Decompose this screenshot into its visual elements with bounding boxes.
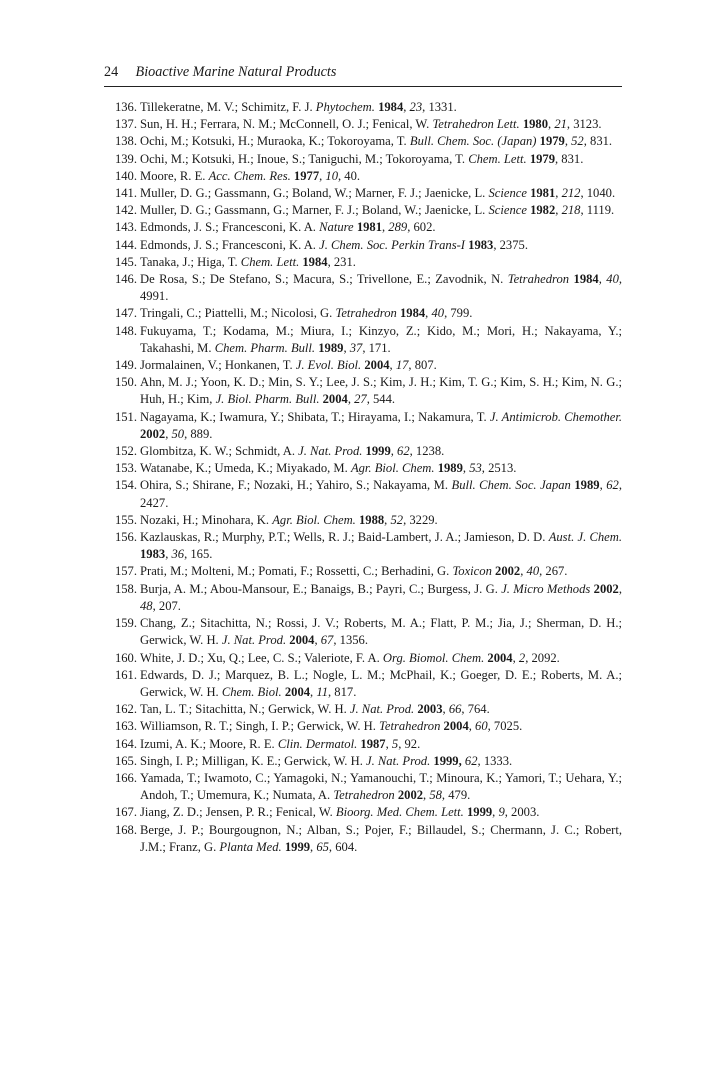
- reference-volume: 21: [554, 117, 567, 132]
- reference-number: 142.: [114, 203, 137, 218]
- reference-item: [104, 460, 622, 477]
- reference-text: Jiang, Z. D.; Jensen, P. R.; Fenical, W. Bioorg. Med. Chem. Lett. 1999, 9, 2003.: [140, 805, 540, 820]
- reference-pages: 479.: [448, 788, 471, 803]
- reference-text: Izumi, A. K.; Moore, R. E. Clin. Dermatol. 1987, 5, 92.: [140, 736, 421, 751]
- reference-pages: 40.: [344, 168, 361, 183]
- reference-volume: 65: [316, 839, 329, 854]
- reference-text: Muller, D. G.; Gassmann, G.; Marner, F. J.; Boland, W.; Jaenicke, L. Science 1982, 218, 1119.: [140, 203, 615, 218]
- reference-number: 145.: [114, 254, 137, 269]
- reference-text: Ohira, S.; Shirane, F.; Nozaki, H.; Yahiro, S.; Nakayama, M. Bull. Chem. Soc. Japan 1989, 62, 2427.: [140, 478, 622, 510]
- reference-number: 165.: [114, 753, 137, 768]
- reference-volume: 62: [397, 444, 410, 459]
- reference-number: 143.: [114, 220, 137, 235]
- reference-item: [104, 323, 622, 357]
- reference-pages: 1119.: [586, 203, 615, 218]
- reference-item: [104, 443, 622, 460]
- reference-year: 1999,: [433, 753, 462, 768]
- reference-pages: 889.: [190, 426, 213, 441]
- reference-volume: 218: [561, 203, 581, 218]
- reference-volume: 58: [429, 788, 442, 803]
- reference-pages: 831.: [561, 151, 584, 166]
- reference-text: Ochi, M.; Kotsuki, H.; Inoue, S.; Taniguchi, M.; Tokoroyama, T. Chem. Lett. 1979, 831.: [140, 151, 584, 166]
- reference-year: 1984: [399, 306, 426, 321]
- reference-authors: Glombitza, K. W.; Schmidt, A.: [140, 444, 295, 459]
- reference-journal: Toxicon: [452, 564, 492, 579]
- reference-text: Berge, J. P.; Bourgougnon, N.; Alban, S.; Pojer, F.; Billaudel, S.; Chermann, J. C.; Robert, J.M.; Franz, G. Planta Med. 1999, 65, 604.: [140, 822, 622, 854]
- reference-journal: J. Biol. Pharm. Bull.: [215, 392, 320, 407]
- reference-pages: 799.: [450, 306, 473, 321]
- reference-pages: 2003.: [511, 805, 540, 820]
- reference-number: 147.: [114, 306, 137, 321]
- reference-year: 2002: [397, 788, 424, 803]
- reference-journal: J. Micro Methods: [501, 581, 591, 596]
- reference-authors: Kazlauskas, R.; Murphy, P.T.; Wells, R. J.; Baid-Lambert, J. A.; Jamieson, D. D.: [140, 530, 546, 545]
- reference-item: [104, 581, 622, 615]
- reference-volume: 62,: [464, 753, 481, 768]
- reference-number: 136.: [114, 100, 137, 114]
- reference-text: [140, 753, 622, 770]
- reference-item: [104, 512, 622, 529]
- reference-number: 157.: [114, 564, 137, 579]
- reference-authors: Williamson, R. T.; Singh, I. P.; Gerwick, W. H.: [140, 719, 376, 734]
- reference-volume: 52: [390, 512, 404, 527]
- reference-authors: Nozaki, H.; Minohara, K.: [140, 512, 270, 527]
- reference-pages: 4991.: [140, 289, 169, 304]
- running-title: Bioactive Marine Natural Products: [135, 64, 337, 80]
- reference-pages: 544.: [373, 392, 396, 407]
- reference-number: 141.: [114, 186, 137, 201]
- reference-journal: Chem. Lett.: [240, 254, 300, 269]
- reference-journal: Aust. J. Chem.: [548, 530, 622, 545]
- reference-item: [104, 185, 622, 202]
- reference-text: Edmonds, J. S.; Francesconi, K. A. J. Chem. Soc. Perkin Trans-I 1983, 2375.: [140, 237, 528, 252]
- reference-pages: 807.: [414, 358, 437, 373]
- reference-year: 1979: [529, 151, 555, 166]
- reference-volume: 212: [561, 186, 581, 201]
- reference-year: 2004: [289, 633, 315, 648]
- reference-text: Burja, A. M.; Abou-Mansour, E.; Banaigs, B.; Payri, C.; Burgess, J. G. J. Micro Methods 2002, 48, 207.: [140, 581, 622, 613]
- reference-authors: Muller, D. G.; Gassmann, G.; Marner, F. J.; Boland, W.; Jaenicke, L.: [140, 203, 486, 218]
- reference-number: 138.: [114, 134, 137, 149]
- reference-journal: J. Nat. Prod.: [366, 753, 431, 768]
- reference-text: Nagayama, K.; Iwamura, Y.; Shibata, T.; Hirayama, I.; Nakamura, T. J. Antimicrob. Chemother. 2002, 50, 889.: [140, 409, 622, 441]
- reference-authors: Tringali, C.; Piattelli, M.; Nicolosi, G.: [140, 306, 333, 321]
- reference-authors: Burja, A. M.; Abou-Mansour, E.; Banaigs, B.; Payri, C.; Burgess, J. G.: [140, 581, 498, 596]
- reference-pages: 231.: [333, 254, 356, 269]
- reference-text: White, J. D.; Xu, Q.; Lee, C. S.; Valeriote, F. A. Org. Biomol. Chem. 2004, 2, 2092.: [140, 650, 560, 665]
- reference-journal: Chem. Lett.: [468, 151, 527, 166]
- reference-number: 161.: [114, 667, 137, 682]
- reference-number: 158.: [114, 581, 137, 596]
- reference-journal: Agr. Biol. Chem.: [272, 512, 356, 527]
- reference-journal: Clin. Dermatol.: [277, 736, 358, 751]
- reference-text: Tanaka, J.; Higa, T. Chem. Lett. 1984, 231.: [140, 254, 356, 269]
- reference-number: 148.: [114, 323, 137, 338]
- reference-pages: 602.: [413, 220, 436, 235]
- reference-year: 1988: [358, 512, 385, 527]
- reference-number: 163.: [114, 719, 137, 734]
- reference-pages: 604.: [335, 839, 358, 854]
- reference-year: 1979: [539, 134, 565, 149]
- reference-item: [104, 736, 622, 753]
- reference-number: 152.: [114, 444, 137, 459]
- reference-number: 159.: [114, 616, 137, 631]
- reference-list: [104, 99, 622, 856]
- reference-volume: 17: [395, 358, 409, 373]
- reference-pages: 1333.: [483, 753, 513, 768]
- reference-journal: J. Nat. Prod.: [221, 633, 287, 648]
- reference-year: 1987: [360, 736, 386, 751]
- reference-volume: 36: [171, 547, 185, 562]
- reference-journal: Acc. Chem. Res.: [208, 168, 291, 183]
- reference-item: [104, 615, 622, 649]
- reference-pages: 165.: [190, 547, 213, 562]
- reference-journal: J. Evol. Biol.: [295, 358, 362, 373]
- reference-item: [104, 271, 622, 305]
- reference-journal: Tetrahedron Lett.: [432, 117, 520, 132]
- reference-authors: Tillekeratne, M. V.; Schimitz, F. J.: [140, 100, 313, 114]
- reference-authors: Sun, H. H.; Ferrara, N. M.; McConnell, O. J.; Fenical, W.: [140, 117, 430, 132]
- reference-item: [104, 804, 622, 821]
- reference-year: 2004: [443, 719, 469, 734]
- reference-pages: 2427.: [140, 495, 169, 510]
- reference-number: 156.: [114, 530, 137, 545]
- reference-item: [104, 133, 622, 150]
- reference-authors: Nagayama, K.; Iwamura, Y.; Shibata, T.; Hirayama, I.; Nakamura, T.: [140, 409, 487, 424]
- reference-year: 1984: [378, 100, 404, 114]
- reference-volume: 9: [498, 805, 505, 820]
- reference-authors: Jormalainen, V.; Honkanen, T.: [140, 358, 293, 373]
- reference-volume: 52: [571, 134, 584, 149]
- reference-authors: Yamada, T.; Iwamoto, C.; Yamagoki, N.; Yamanouchi, T.; Minoura, K.; Yamori, T.; Uehara, Y.; Andoh, T.; Umemura, K.; Numata, A.: [140, 770, 622, 803]
- reference-journal: Nature: [319, 220, 354, 235]
- reference-year: 2003: [417, 702, 443, 717]
- reference-item: [104, 753, 622, 770]
- reference-volume: 50: [171, 426, 185, 441]
- reference-text: Nozaki, H.; Minohara, K. Agr. Biol. Chem. 1988, 52, 3229.: [140, 512, 438, 527]
- reference-pages: 3123.: [573, 117, 602, 132]
- reference-authors: Muller, D. G.; Gassmann, G.; Boland, W.; Marner, F. J.; Jaenicke, L.: [140, 186, 486, 201]
- reference-authors: Edmonds, J. S.; Francesconi, K. A.: [140, 220, 316, 235]
- reference-pages: 171.: [368, 340, 391, 355]
- reference-year: 1989: [318, 340, 344, 355]
- reference-authors: Ahn, M. J.; Yoon, K. D.; Min, S. Y.; Lee, J. S.; Kim, J. H.; Kim, T. G.; Kim, S. H.; Kim, N. G.; Huh, H.; Kim,: [140, 375, 622, 407]
- reference-journal: Chem. Biol.: [221, 684, 282, 699]
- reference-text: Kazlauskas, R.; Murphy, P.T.; Wells, R. J.; Baid-Lambert, J. A.; Jamieson, D. D. Aust. J. Chem. 1983, 36, 165.: [140, 530, 622, 562]
- reference-pages: 92.: [404, 736, 421, 751]
- reference-item: [104, 237, 622, 254]
- reference-item: [104, 563, 622, 580]
- reference-year: 1989: [437, 461, 463, 476]
- reference-number: 160.: [114, 650, 137, 665]
- reference-authors: Moore, R. E.: [140, 168, 206, 183]
- reference-journal: Tetrahedron: [335, 306, 397, 321]
- reference-number: 168.: [114, 822, 137, 837]
- reference-item: [104, 477, 622, 511]
- reference-year: 1977: [293, 168, 320, 183]
- reference-year: 2004: [364, 358, 390, 373]
- reference-pages: 1331.: [428, 100, 457, 114]
- reference-text: De Rosa, S.; De Stefano, S.; Macura, S.; Trivellone, E.; Zavodnik, N. Tetrahedron 1984, 40, 4991.: [140, 272, 623, 304]
- reference-authors: Ochi, M.; Kotsuki, H.; Inoue, S.; Taniguchi, M.; Tokoroyama, T.: [140, 151, 466, 166]
- reference-volume: 5: [391, 736, 399, 751]
- reference-number: 144.: [114, 237, 137, 252]
- reference-pages: 1040.: [586, 186, 616, 201]
- reference-authors: De Rosa, S.; De Stefano, S.; Macura, S.; Trivellone, E.; Zavodnik, N.: [140, 272, 504, 287]
- reference-item: [104, 202, 622, 219]
- reference-journal: Planta Med.: [219, 839, 282, 854]
- reference-volume: 62: [606, 478, 619, 493]
- reference-number: 150.: [114, 375, 137, 390]
- reference-authors: Izumi, A. K.; Moore, R. E.: [140, 736, 275, 751]
- reference-item: [104, 254, 622, 271]
- reference-authors: White, J. D.; Xu, Q.; Lee, C. S.; Valeriote, F. A.: [140, 650, 380, 665]
- reference-text: Tan, L. T.; Sitachitta, N.; Gerwick, W. H. J. Nat. Prod. 2003, 66, 764.: [140, 702, 490, 717]
- reference-item: [104, 219, 622, 236]
- page-number: 24: [104, 64, 119, 80]
- reference-authors: Tanaka, J.; Higa, T.: [140, 254, 238, 269]
- reference-pages: 2375.: [499, 237, 528, 252]
- header-rule: [104, 86, 622, 87]
- reference-item: [104, 151, 622, 168]
- reference-volume: 289: [388, 220, 408, 235]
- reference-journal: Science: [488, 186, 527, 201]
- reference-journal: J. Chem. Soc. Perkin Trans-I: [319, 237, 465, 252]
- reference-item: [104, 99, 622, 116]
- reference-text: Watanabe, K.; Umeda, K.; Miyakado, M. Agr. Biol. Chem. 1989, 53, 2513.: [140, 461, 517, 476]
- reference-pages: 3229.: [409, 512, 438, 527]
- reference-year: 1980: [522, 117, 549, 132]
- reference-volume: 67: [320, 633, 334, 648]
- reference-year: 2004: [284, 684, 311, 699]
- reference-pages: 207.: [158, 598, 181, 613]
- reference-journal: Phytochem.: [315, 100, 375, 114]
- reference-volume: 40: [431, 306, 445, 321]
- reference-text: Tringali, C.; Piattelli, M.; Nicolosi, G. Tetrahedron 1984, 40, 799.: [140, 306, 473, 321]
- reference-authors: Fukuyama, T.; Kodama, M.; Miura, I.; Kinzyo, Z.; Kido, M.; Mori, H.; Nakayama, Y.; Takahashi, M.: [140, 323, 622, 355]
- reference-volume: 11: [316, 684, 328, 699]
- reference-text: Glombitza, K. W.; Schmidt, A. J. Nat. Prod. 1999, 62, 1238.: [140, 444, 445, 459]
- reference-text: Tillekeratne, M. V.; Schimitz, F. J. Phytochem. 1984, 23, 1331.: [140, 100, 457, 114]
- reference-item: [104, 305, 622, 322]
- reference-item: [104, 650, 622, 667]
- reference-volume: 66: [448, 702, 462, 717]
- reference-pages: 267.: [545, 564, 568, 579]
- reference-journal: J. Nat. Prod.: [349, 702, 415, 717]
- reference-journal: Bull. Chem. Soc. Japan: [451, 478, 571, 493]
- reference-volume: 2: [518, 650, 526, 665]
- reference-number: 151.: [114, 409, 137, 424]
- reference-text: Williamson, R. T.; Singh, I. P.; Gerwick, W. H. Tetrahedron 2004, 60, 7025.: [140, 719, 523, 734]
- reference-volume: 48: [140, 598, 153, 613]
- reference-text: Jormalainen, V.; Honkanen, T. J. Evol. Biol. 2004, 17, 807.: [140, 358, 437, 373]
- reference-number: 146.: [114, 272, 137, 287]
- reference-year: 1984: [573, 272, 599, 287]
- reference-year: 2002: [495, 564, 521, 579]
- reference-volume: 27: [354, 392, 367, 407]
- reference-number: 167.: [114, 805, 137, 820]
- reference-volume: 40: [526, 564, 540, 579]
- reference-authors: Ohira, S.; Shirane, F.; Nozaki, H.; Yahiro, S.; Nakayama, M.: [140, 478, 449, 493]
- reference-pages: 7025.: [493, 719, 523, 734]
- reference-pages: 2513.: [488, 461, 517, 476]
- reference-authors: Jiang, Z. D.; Jensen, P. R.; Fenical, W.: [140, 805, 333, 820]
- reference-authors: Edmonds, J. S.; Francesconi, K. A.: [140, 237, 316, 252]
- reference-pages: 831.: [590, 134, 613, 149]
- reference-item: [104, 409, 622, 443]
- reference-item: [104, 667, 622, 701]
- reference-number: 166.: [114, 770, 137, 785]
- reference-text: Ahn, M. J.; Yoon, K. D.; Min, S. Y.; Lee, J. S.; Kim, J. H.; Kim, T. G.; Kim, S. H.; Kim, N. G.; Huh, H.; Kim, J. Biol. Pharm. Bull. 2004, 27, 544.: [140, 375, 622, 407]
- reference-item: [104, 529, 622, 563]
- reference-volume: 60: [475, 719, 488, 734]
- reference-item: [104, 701, 622, 718]
- reference-authors: Prati, M.; Molteni, M.; Pomati, F.; Rossetti, C.; Berhadini, G.: [140, 564, 450, 579]
- reference-item: [104, 357, 622, 374]
- reference-year: 1999: [365, 444, 391, 459]
- reference-item: [104, 822, 622, 856]
- reference-journal: Tetrahedron: [507, 272, 570, 287]
- reference-authors: Tan, L. T.; Sitachitta, N.; Gerwick, W. H.: [140, 702, 347, 717]
- reference-journal: Tetrahedron: [379, 719, 441, 734]
- reference-authors: Singh, I. P.; Milligan, K. E.; Gerwick, W. H.: [140, 753, 363, 768]
- reference-number: 137.: [114, 117, 137, 132]
- reference-year: 1981: [356, 220, 382, 235]
- reference-year: 1983: [140, 547, 166, 562]
- reference-item: [104, 718, 622, 735]
- reference-year: 2002: [593, 581, 619, 596]
- reference-year: 1981: [530, 186, 556, 201]
- reference-year: 1989: [574, 478, 600, 493]
- reference-text: Edmonds, J. S.; Francesconi, K. A. Nature 1981, 289, 602.: [140, 220, 436, 235]
- reference-text: Yamada, T.; Iwamoto, C.; Yamagoki, N.; Yamanouchi, T.; Minoura, K.; Yamori, T.; Uehara, Y.; Andoh, T.; Umemura, K.; Numata, A. Tetrahedron 2002, 58, 479.: [140, 770, 622, 803]
- reference-volume: 23: [409, 100, 423, 114]
- reference-item: [104, 116, 622, 133]
- reference-pages: 764.: [467, 702, 490, 717]
- reference-journal: Agr. Biol. Chem.: [350, 461, 435, 476]
- reference-year: 1983: [468, 237, 494, 252]
- reference-authors: Berge, J. P.; Bourgougnon, N.; Alban, S.; Pojer, F.; Billaudel, S.; Chermann, J. C.; Robert, J.M.; Franz, G.: [140, 822, 622, 854]
- reference-text: Prati, M.; Molteni, M.; Pomati, F.; Rossetti, C.; Berhadini, G. Toxicon 2002, 40, 267.: [140, 564, 568, 579]
- reference-journal: J. Antimicrob. Chemother.: [489, 409, 622, 424]
- reference-text: Muller, D. G.; Gassmann, G.; Boland, W.; Marner, F. J.; Jaenicke, L. Science 1981, 212, 1040.: [140, 186, 616, 201]
- reference-authors: Edwards, D. J.; Marquez, B. L.; Nogle, L. M.; McPhail, K.; Goeger, D. E.; Roberts, M. A.; Gerwick, W. H.: [140, 667, 622, 699]
- reference-number: 153.: [114, 461, 137, 476]
- reference-year: 2002: [140, 426, 166, 441]
- reference-journal: Org. Biomol. Chem.: [382, 650, 485, 665]
- reference-year: 1999: [466, 805, 493, 820]
- reference-journal: Science: [488, 203, 527, 218]
- reference-authors: Ochi, M.; Kotsuki, H.; Muraoka, K.; Tokoroyama, T.: [140, 134, 407, 149]
- reference-year: 1999: [284, 839, 311, 854]
- reference-number: 149.: [114, 358, 137, 373]
- reference-number: 140.: [114, 168, 137, 183]
- reference-text: Edwards, D. J.; Marquez, B. L.; Nogle, L. M.; McPhail, K.; Goeger, D. E.; Roberts, M. A.; Gerwick, W. H. Chem. Biol. 2004, 11, 817.: [140, 667, 622, 699]
- reference-volume: 40: [606, 272, 619, 287]
- reference-number: 155.: [114, 512, 137, 527]
- reference-journal: J. Nat. Prod.: [298, 444, 363, 459]
- reference-year: 2004: [487, 650, 513, 665]
- reference-number: 164.: [114, 736, 137, 751]
- reference-pages: 2092.: [531, 650, 560, 665]
- reference-text: Fukuyama, T.; Kodama, M.; Miura, I.; Kinzyo, Z.; Kido, M.; Mori, H.; Nakayama, Y.; Takahashi, M. Chem. Pharm. Bull. 1989, 37, 171.: [140, 323, 622, 355]
- reference-item: [104, 168, 622, 185]
- reference-journal: Tetrahedron: [333, 788, 395, 803]
- reference-item: [104, 770, 622, 804]
- running-header: [104, 62, 622, 82]
- reference-number: 139.: [114, 151, 137, 166]
- reference-authors: Chang, Z.; Sitachitta, N.; Rossi, J. V.; Roberts, M. A.; Flatt, P. M.; Jia, J.; Sherman, D. H.; Gerwick, W. H.: [140, 616, 622, 648]
- reference-number: 154.: [114, 478, 137, 493]
- reference-journal: Bioorg. Med. Chem. Lett.: [335, 805, 464, 820]
- reference-text: Moore, R. E. Acc. Chem. Res. 1977, 10, 40.: [140, 168, 361, 183]
- reference-journal: Chem. Pharm. Bull.: [214, 340, 316, 355]
- reference-text: Sun, H. H.; Ferrara, N. M.; McConnell, O. J.; Fenical, W. Tetrahedron Lett. 1980, 21, 3123.: [140, 117, 602, 132]
- reference-year: 2004: [322, 392, 348, 407]
- reference-volume: 53: [469, 461, 482, 476]
- reference-volume: 10: [325, 168, 338, 183]
- reference-volume: 37: [349, 340, 363, 355]
- reference-item: [104, 374, 622, 408]
- reference-text: Ochi, M.; Kotsuki, H.; Muraoka, K.; Tokoroyama, T. Bull. Chem. Soc. (Japan) 1979, 52, 831.: [140, 134, 613, 149]
- reference-authors: Watanabe, K.; Umeda, K.; Miyakado, M.: [140, 461, 348, 476]
- reference-pages: 817.: [334, 684, 357, 699]
- reference-pages: 1238.: [415, 444, 445, 459]
- reference-pages: 1356.: [339, 633, 368, 648]
- reference-journal: Bull. Chem. Soc. (Japan): [409, 134, 537, 149]
- reference-year: 1984: [302, 254, 328, 269]
- reference-year: 1982: [530, 203, 556, 218]
- reference-number: 162.: [114, 702, 137, 717]
- reference-text: Chang, Z.; Sitachitta, N.; Rossi, J. V.; Roberts, M. A.; Flatt, P. M.; Jia, J.; Sherman, D. H.; Gerwick, W. H. J. Nat. Prod. 2004, 67, 1356.: [140, 616, 622, 648]
